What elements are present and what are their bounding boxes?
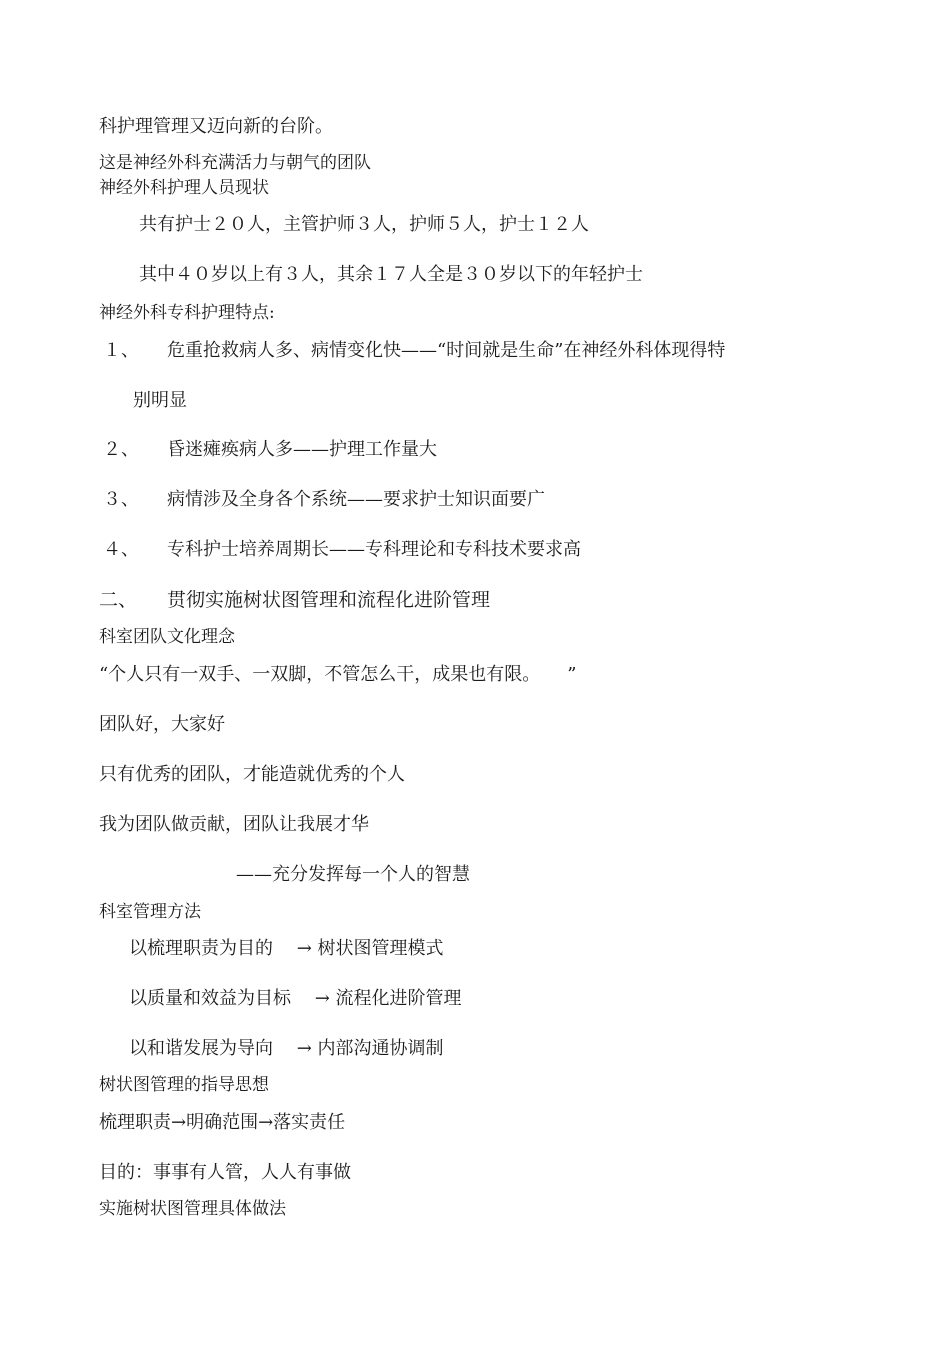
quote-line: “个人只有一双手、一双脚，不管怎么干，成果也有限。 ” xyxy=(99,664,577,685)
text-line: 科护理管理又迈向新的台阶。 xyxy=(99,116,333,137)
text-line: 我为团队做贡献，团队让我展才华 xyxy=(99,814,369,835)
section-heading: 实施树状图管理具体做法 xyxy=(99,1199,286,1219)
text-line: 以和谐发展为导向 → 内部沟通协调制 xyxy=(129,1038,444,1059)
list-text: 病情涉及全身各个系统——要求护士知识面要广 xyxy=(167,489,545,510)
text-line: 以质量和效益为目标 → 流程化进阶管理 xyxy=(129,988,462,1009)
text-line: 共有护士２０人，主管护师３人，护师５人，护士１２人 xyxy=(139,214,589,235)
text-line: 别明显 xyxy=(133,390,187,411)
section-heading: 科室团队文化理念 xyxy=(99,627,235,647)
list-number: ３、 xyxy=(103,489,139,510)
list-item xyxy=(103,541,581,559)
section-heading: 科室管理方法 xyxy=(99,902,201,922)
section-number: 二、 xyxy=(99,589,138,611)
text-line: 其中４０岁以上有３人，其余１７人全是３０岁以下的年轻护士 xyxy=(139,264,643,285)
list-text: 专科护士培养周期长——专科理论和专科技术要求高 xyxy=(167,539,581,560)
list-text: 危重抢救病人多、病情变化快——“时间就是生命”在神经外科体现得特 xyxy=(167,340,726,361)
text-line: 梳理职责→明确范围→落实责任 xyxy=(99,1112,346,1133)
list-text: 昏迷瘫痪病人多——护理工作量大 xyxy=(167,439,437,460)
section-heading: 神经外科专科护理特点: xyxy=(99,303,275,323)
text-line: 只有优秀的团队，才能造就优秀的个人 xyxy=(99,764,405,785)
section-heading: 神经外科护理人员现状 xyxy=(99,178,269,198)
text-line: ——充分发挥每一个人的智慧 xyxy=(236,864,470,885)
list-item xyxy=(103,491,545,509)
list-number: ２、 xyxy=(103,439,139,460)
text-line: 这是神经外科充满活力与朝气的团队 xyxy=(99,153,371,173)
section-title: 贯彻实施树状图管理和流程化进阶管理 xyxy=(167,589,491,611)
list-item xyxy=(103,441,437,459)
text-line: 以梳理职责为目的 → 树状图管理模式 xyxy=(129,938,444,959)
text-line: 目的：事事有人管，人人有事做 xyxy=(99,1162,351,1183)
text-line: 团队好，大家好 xyxy=(99,714,225,735)
section-heading xyxy=(99,591,490,610)
list-item xyxy=(103,342,725,360)
list-number: １、 xyxy=(103,340,139,361)
section-heading: 树状图管理的指导思想 xyxy=(99,1075,269,1095)
list-number: ４、 xyxy=(103,539,139,560)
